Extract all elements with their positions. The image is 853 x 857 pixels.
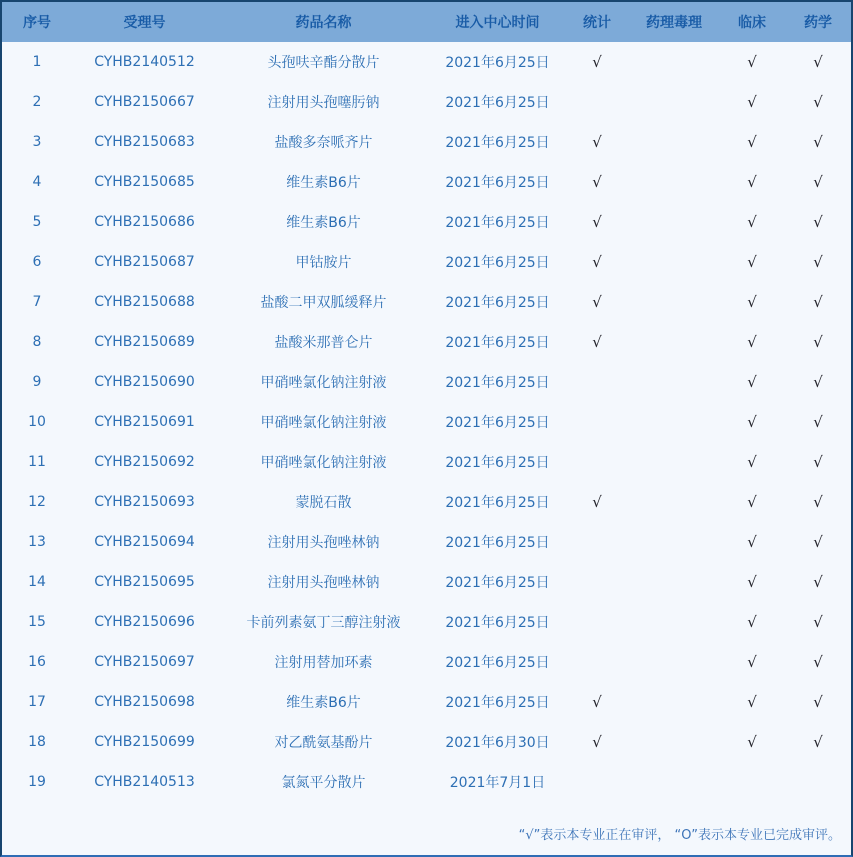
cell-index: 12 <box>28 494 46 510</box>
cell-clinical-check: √ <box>747 293 757 311</box>
cell-clinical-check: √ <box>747 133 757 151</box>
cell-pharmacy-check: √ <box>813 493 823 511</box>
cell-drug-name: 卡前列素氨丁三醇注射液 <box>246 615 401 631</box>
table-row <box>2 642 851 682</box>
table-row <box>2 322 851 362</box>
table-row <box>2 202 851 242</box>
cell-acceptance-no: CYHB2150688 <box>94 294 195 310</box>
cell-index: 5 <box>32 214 42 230</box>
cell-pharm-tox-check <box>629 602 719 642</box>
cell-clinical-check: √ <box>747 573 757 591</box>
cell-clinical-check: √ <box>747 93 757 111</box>
cell-pharm-tox-check <box>629 642 719 682</box>
cell-acceptance-no: CYHB2150685 <box>94 174 195 190</box>
cell-clinical-check: √ <box>747 173 757 191</box>
cell-drug-name: 维生素B6片 <box>286 175 361 191</box>
cell-acceptance-no: CYHB2140512 <box>94 54 195 70</box>
cell-acceptance-no: CYHB2150687 <box>94 254 195 270</box>
cell-pharm-tox-check <box>629 442 719 482</box>
cell-clinical-check: √ <box>747 333 757 351</box>
cell-pharmacy-check: √ <box>813 693 823 711</box>
cell-entry-date: 2021年6月25日 <box>445 695 550 711</box>
cell-pharmacy-check: √ <box>813 93 823 111</box>
cell-index: 1 <box>32 54 42 70</box>
cell-index: 14 <box>28 574 46 590</box>
cell-index: 17 <box>28 694 46 710</box>
cell-index: 10 <box>28 414 46 430</box>
cell-index: 11 <box>28 454 46 470</box>
cell-pharmacy-check: √ <box>813 533 823 551</box>
cell-pharmacy-check: √ <box>813 253 823 271</box>
table-row <box>2 602 851 642</box>
cell-index: 6 <box>32 254 42 270</box>
table-row <box>2 42 851 82</box>
table-row <box>2 682 851 722</box>
cell-drug-name: 蒙脱石散 <box>295 495 352 511</box>
cell-index: 8 <box>32 334 42 350</box>
cell-statistics-check: √ <box>592 173 602 191</box>
cell-acceptance-no: CYHB2150689 <box>94 334 195 350</box>
cell-acceptance-no: CYHB2150683 <box>94 134 195 150</box>
cell-entry-date: 2021年6月25日 <box>445 55 550 71</box>
cell-pharmacy-check: √ <box>813 613 823 631</box>
table-body <box>2 42 851 802</box>
cell-acceptance-no: CYHB2140513 <box>94 774 195 790</box>
cell-drug-name: 甲硝唑氯化钠注射液 <box>260 375 387 391</box>
cell-pharmacy-check: √ <box>813 293 823 311</box>
cell-drug-name: 维生素B6片 <box>286 215 361 231</box>
cell-entry-date: 2021年6月25日 <box>445 575 550 591</box>
cell-entry-date: 2021年6月25日 <box>445 95 550 111</box>
cell-index: 2 <box>32 94 42 110</box>
cell-acceptance-no: CYHB2150694 <box>94 534 195 550</box>
cell-pharmacy-check: √ <box>813 573 823 591</box>
cell-clinical-check: √ <box>747 453 757 471</box>
cell-pharmacy-check: √ <box>813 173 823 191</box>
cell-drug-name: 甲钴胺片 <box>295 255 352 271</box>
cell-pharm-tox-check <box>629 122 719 162</box>
cell-pharmacy-check: √ <box>813 373 823 391</box>
cell-pharmacy-check: √ <box>813 733 823 751</box>
cell-clinical-check: √ <box>747 373 757 391</box>
cell-index: 3 <box>32 134 42 150</box>
cell-clinical-check: √ <box>747 493 757 511</box>
cell-drug-name: 头孢呋辛酯分散片 <box>267 55 380 71</box>
cell-drug-name: 氯氮平分散片 <box>281 775 366 791</box>
cell-clinical-check: √ <box>747 253 757 271</box>
cell-statistics-check <box>565 602 629 642</box>
cell-clinical-check: √ <box>747 693 757 711</box>
cell-index: 9 <box>32 374 42 390</box>
cell-pharmacy-check: √ <box>813 333 823 351</box>
cell-pharm-tox-check <box>629 162 719 202</box>
cell-acceptance-no: CYHB2150697 <box>94 654 195 670</box>
col-header-index: 序号 <box>2 2 72 42</box>
cell-clinical-check: √ <box>747 733 757 751</box>
cell-pharmacy-check: √ <box>813 213 823 231</box>
cell-entry-date: 2021年6月25日 <box>445 335 550 351</box>
table-row <box>2 442 851 482</box>
cell-acceptance-no: CYHB2150698 <box>94 694 195 710</box>
cell-index: 7 <box>32 294 42 310</box>
cell-drug-name: 注射用头孢唑林钠 <box>267 535 380 551</box>
cell-drug-name: 盐酸多奈哌齐片 <box>274 135 373 151</box>
table-row <box>2 162 851 202</box>
cell-pharm-tox-check <box>629 522 719 562</box>
table-row <box>2 522 851 562</box>
cell-index: 15 <box>28 614 46 630</box>
cell-entry-date: 2021年6月25日 <box>445 295 550 311</box>
table-header-row <box>2 2 851 42</box>
cell-pharm-tox-check <box>629 402 719 442</box>
cell-drug-name: 对乙酰氨基酚片 <box>274 735 373 751</box>
cell-pharm-tox-check <box>629 282 719 322</box>
cell-pharmacy-check: √ <box>813 653 823 671</box>
cell-clinical-check: √ <box>747 413 757 431</box>
col-header-acceptance-no: 受理号 <box>72 2 217 42</box>
cell-index: 13 <box>28 534 46 550</box>
cell-drug-name: 注射用头孢噻肟钠 <box>267 95 380 111</box>
cell-acceptance-no: CYHB2150699 <box>94 734 195 750</box>
cell-entry-date: 2021年6月25日 <box>445 215 550 231</box>
cell-clinical-check: √ <box>747 653 757 671</box>
cell-entry-date: 2021年6月25日 <box>445 135 550 151</box>
cell-statistics-check: √ <box>592 693 602 711</box>
cell-entry-date: 2021年6月25日 <box>445 535 550 551</box>
cell-pharmacy-check <box>785 762 851 802</box>
cell-pharmacy-check: √ <box>813 453 823 471</box>
cell-drug-name: 甲硝唑氯化钠注射液 <box>260 415 387 431</box>
cell-pharm-tox-check <box>629 362 719 402</box>
table-row <box>2 762 851 802</box>
cell-entry-date: 2021年6月25日 <box>445 175 550 191</box>
cell-statistics-check: √ <box>592 493 602 511</box>
col-header-drug-name: 药品名称 <box>217 2 430 42</box>
cell-entry-date: 2021年6月30日 <box>445 735 550 751</box>
cell-statistics-check: √ <box>592 333 602 351</box>
table-row <box>2 242 851 282</box>
table-row <box>2 82 851 122</box>
cell-drug-name: 注射用头孢唑林钠 <box>267 575 380 591</box>
cell-statistics-check <box>565 442 629 482</box>
cell-drug-name: 注射用替加环素 <box>274 655 373 671</box>
col-header-entry-date: 进入中心时间 <box>430 2 565 42</box>
review-status-legend: “√”表示本专业正在审评， “O”表示本专业已完成审评。 <box>518 828 841 843</box>
cell-clinical-check: √ <box>747 533 757 551</box>
cell-acceptance-no: CYHB2150695 <box>94 574 195 590</box>
table-row <box>2 722 851 762</box>
cell-pharm-tox-check <box>629 482 719 522</box>
drug-review-table <box>2 2 851 802</box>
cell-entry-date: 2021年6月25日 <box>445 375 550 391</box>
cell-pharmacy-check: √ <box>813 133 823 151</box>
cell-pharmacy-check: √ <box>813 53 823 71</box>
table-row <box>2 122 851 162</box>
cell-acceptance-no: CYHB2150691 <box>94 414 195 430</box>
cell-drug-name: 盐酸二甲双胍缓释片 <box>260 295 387 311</box>
cell-statistics-check: √ <box>592 253 602 271</box>
cell-entry-date: 2021年6月25日 <box>445 455 550 471</box>
cell-statistics-check <box>565 402 629 442</box>
cell-statistics-check: √ <box>592 733 602 751</box>
table-row <box>2 282 851 322</box>
cell-pharm-tox-check <box>629 722 719 762</box>
col-header-statistics: 统计 <box>565 2 629 42</box>
cell-clinical-check: √ <box>747 613 757 631</box>
cell-statistics-check: √ <box>592 293 602 311</box>
cell-entry-date: 2021年6月25日 <box>445 495 550 511</box>
cell-drug-name: 甲硝唑氯化钠注射液 <box>260 455 387 471</box>
cell-pharm-tox-check <box>629 762 719 802</box>
cell-acceptance-no: CYHB2150690 <box>94 374 195 390</box>
cell-pharmacy-check: √ <box>813 413 823 431</box>
cell-entry-date: 2021年6月25日 <box>445 255 550 271</box>
cell-acceptance-no: CYHB2150693 <box>94 494 195 510</box>
cell-pharm-tox-check <box>629 682 719 722</box>
table-row <box>2 402 851 442</box>
cell-acceptance-no: CYHB2150692 <box>94 454 195 470</box>
cell-clinical-check: √ <box>747 53 757 71</box>
table-row <box>2 562 851 602</box>
col-header-pharm-tox: 药理毒理 <box>629 2 719 42</box>
cell-acceptance-no: CYHB2150667 <box>94 94 195 110</box>
cell-drug-name: 维生素B6片 <box>286 695 361 711</box>
cell-entry-date: 2021年7月1日 <box>449 775 546 791</box>
table-row <box>2 482 851 522</box>
cell-entry-date: 2021年6月25日 <box>445 655 550 671</box>
cell-statistics-check <box>565 562 629 602</box>
cell-statistics-check: √ <box>592 213 602 231</box>
cell-clinical-check <box>719 762 785 802</box>
cell-acceptance-no: CYHB2150686 <box>94 214 195 230</box>
cell-statistics-check <box>565 522 629 562</box>
table-header <box>2 2 851 42</box>
cell-pharm-tox-check <box>629 562 719 602</box>
cell-statistics-check <box>565 82 629 122</box>
table-row <box>2 362 851 402</box>
cell-pharm-tox-check <box>629 322 719 362</box>
cell-acceptance-no: CYHB2150696 <box>94 614 195 630</box>
cell-statistics-check: √ <box>592 133 602 151</box>
cell-clinical-check: √ <box>747 213 757 231</box>
cell-pharm-tox-check <box>629 82 719 122</box>
cell-pharm-tox-check <box>629 242 719 282</box>
cell-index: 18 <box>28 734 46 750</box>
cell-entry-date: 2021年6月25日 <box>445 615 550 631</box>
cell-pharm-tox-check <box>629 202 719 242</box>
cell-statistics-check <box>565 642 629 682</box>
cell-index: 4 <box>32 174 42 190</box>
cell-drug-name: 盐酸米那普仑片 <box>274 335 373 351</box>
col-header-clinical: 临床 <box>719 2 785 42</box>
cell-statistics-check: √ <box>592 53 602 71</box>
cell-entry-date: 2021年6月25日 <box>445 415 550 431</box>
col-header-pharmacy: 药学 <box>785 2 851 42</box>
cell-index: 16 <box>28 654 46 670</box>
cell-index: 19 <box>28 774 46 790</box>
cell-pharm-tox-check <box>629 42 719 82</box>
cell-statistics-check <box>565 362 629 402</box>
cell-statistics-check <box>565 762 629 802</box>
